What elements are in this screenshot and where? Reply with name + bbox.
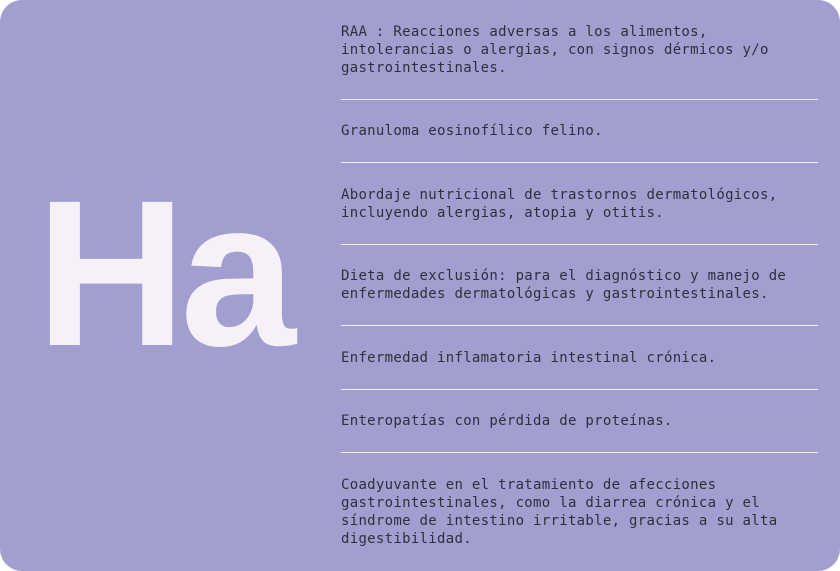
indication-text: Granuloma eosinofílico felino.: [341, 123, 603, 139]
indication-item: [341, 326, 818, 390]
indication-text: RAA : Reacciones adversas a los alimentos, intolerancias o alergias, con signos dérmicos y/o gastrointestinales.: [341, 23, 769, 76]
indication-item: [341, 100, 818, 163]
indication-item: [341, 453, 818, 571]
indication-text: Abordaje nutricional de trastornos dermatológicos, incluyendo alergias, atopia y otitis.: [341, 186, 778, 221]
indication-text: Enfermedad inflamatoria intestinal crónica.: [341, 349, 717, 366]
indication-text: Dieta de exclusión: para el diagnóstico y manejo de enfermedades dermatológicas y gastrointestinales.: [341, 268, 787, 302]
indication-item: [341, 245, 818, 326]
product-code: Ha: [36, 158, 290, 390]
indications-list: [341, 0, 818, 571]
indication-item: [341, 390, 818, 453]
indication-text: Enteropatías con pérdida de proteínas.: [341, 413, 673, 429]
indication-item: [341, 0, 818, 100]
indication-item: [341, 163, 818, 245]
indication-text: Coadyuvante en el tratamiento de afecciones gastrointestinales, como la diarrea crónica y el síndrome de intestino irritable, gracias a su alta digestibilidad.: [341, 477, 778, 547]
